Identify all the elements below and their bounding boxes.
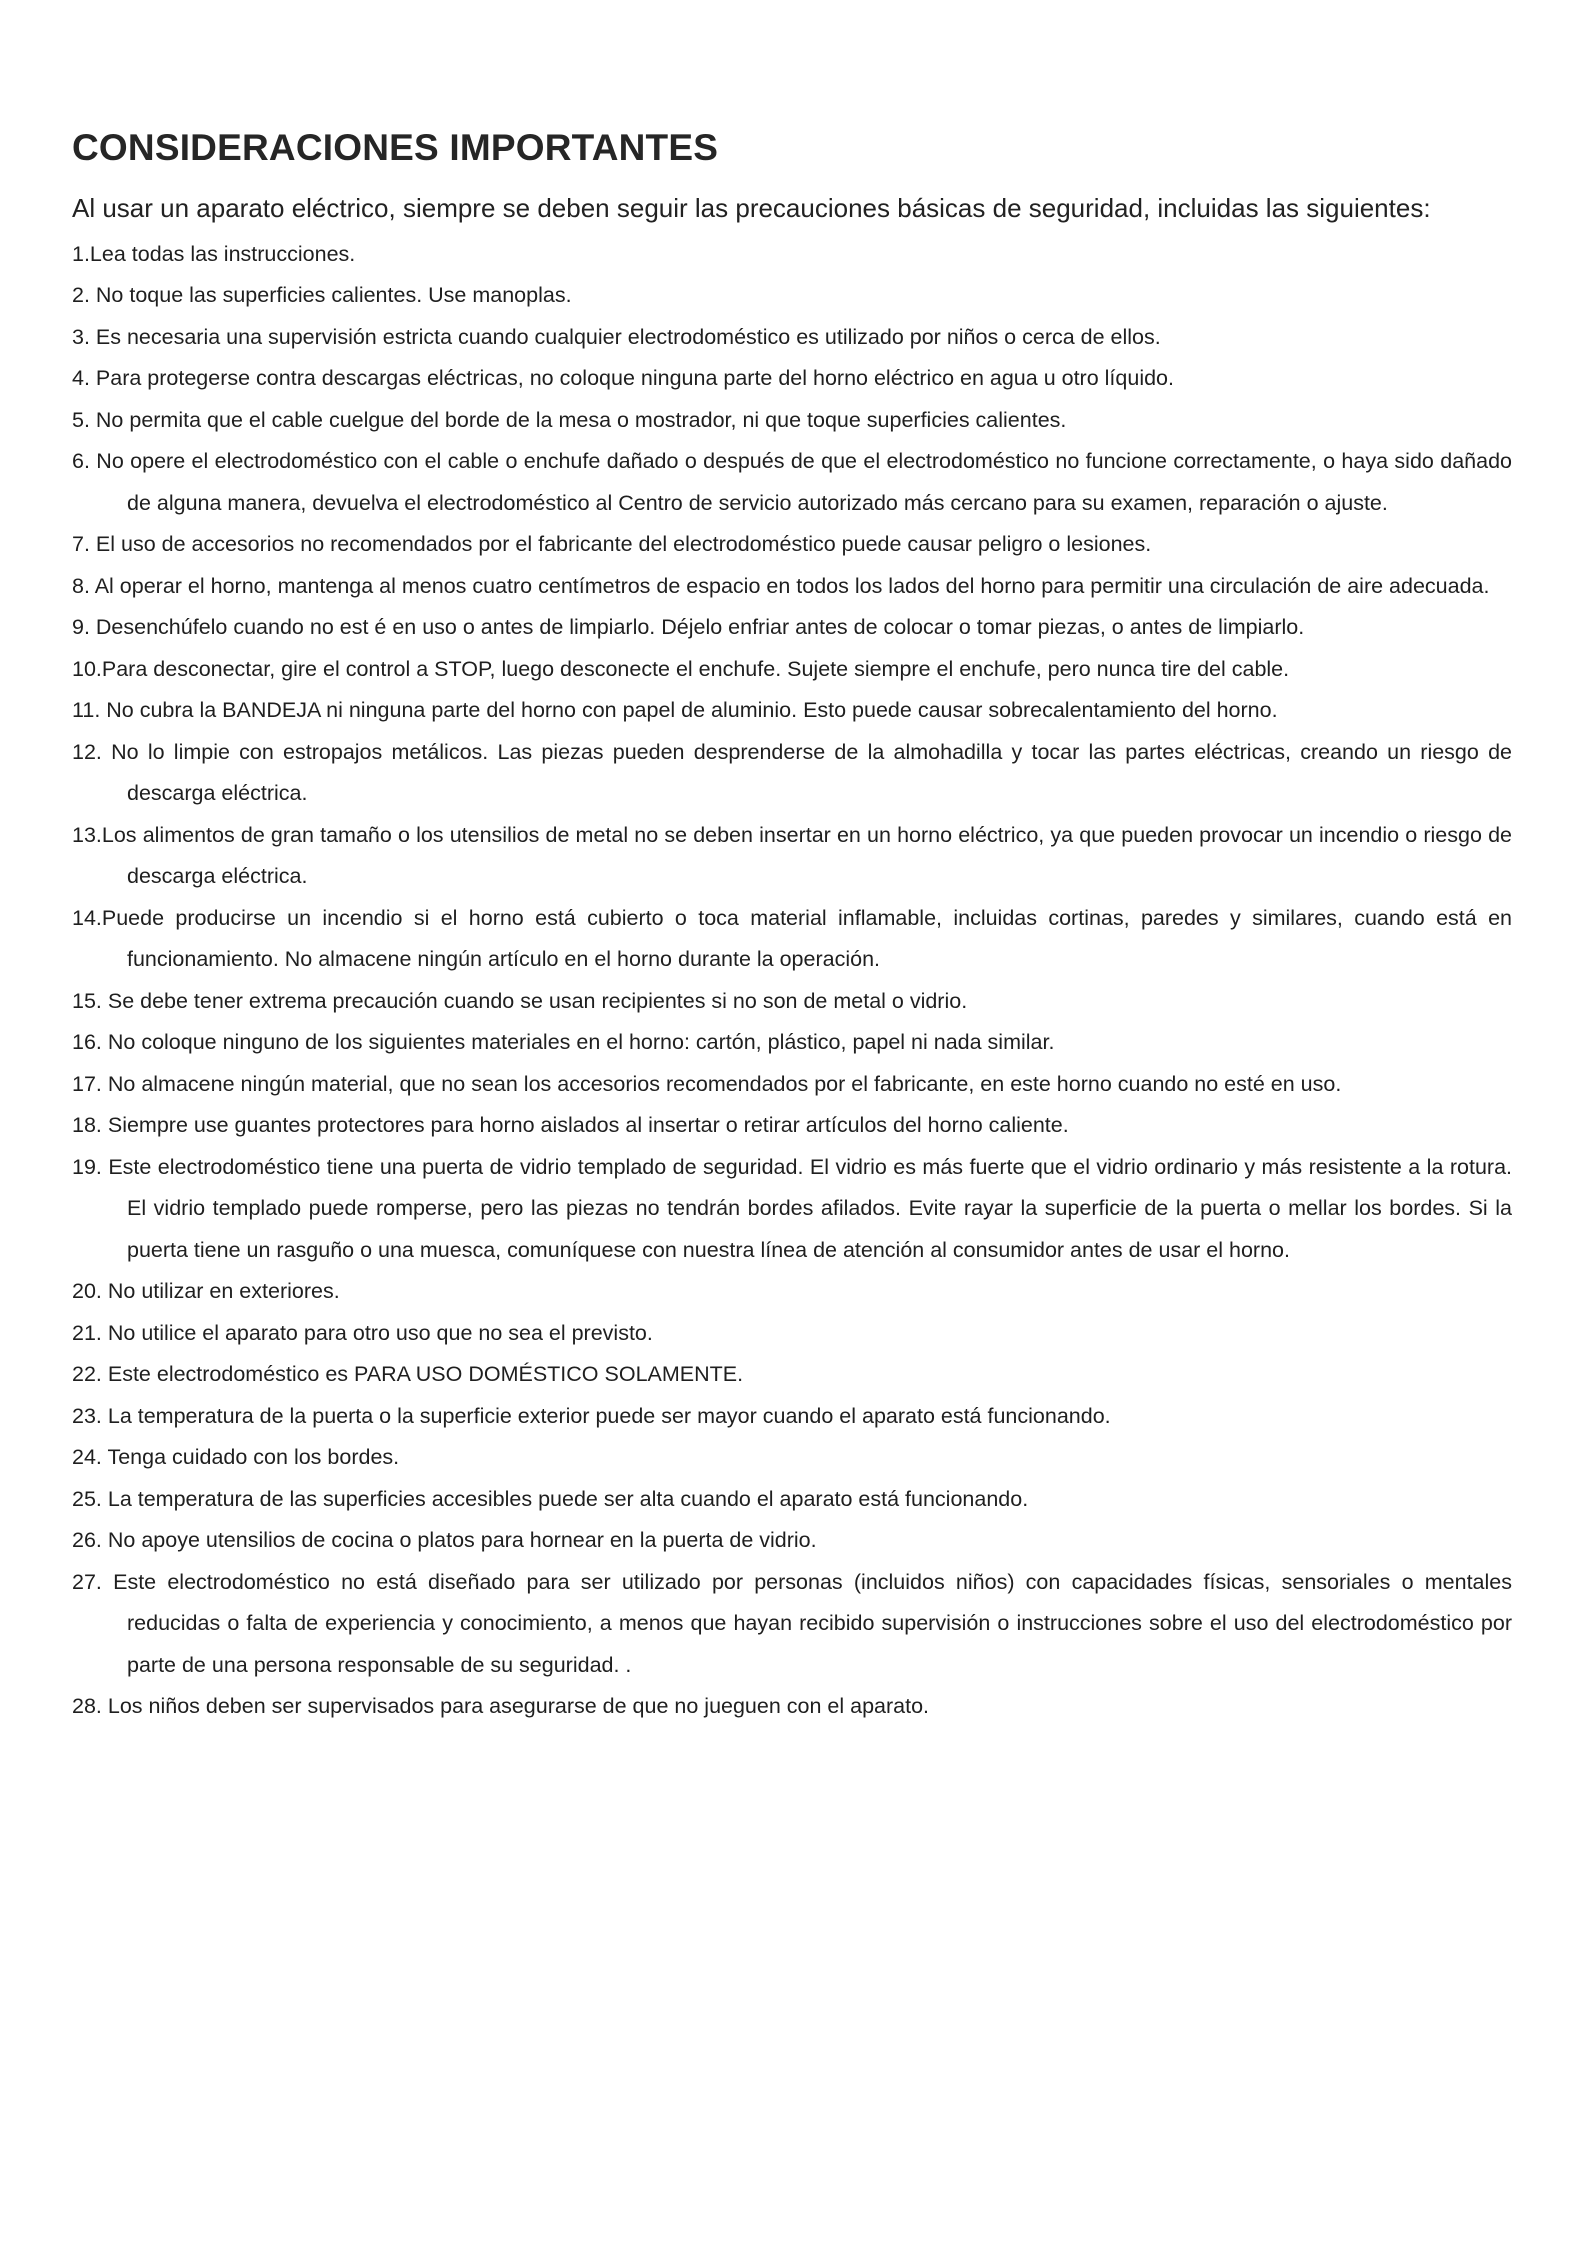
list-item: 12. No lo limpie con estropajos metálicos. Las piezas pueden desprenderse de la almohadilla y tocar las partes eléctricas, creando un riesgo de descarga eléctrica.: [72, 739, 1512, 806]
list-item: 5. No permita que el cable cuelgue del borde de la mesa o mostrador, ni que toque superficies calientes.: [72, 407, 1067, 432]
list-item: 17. No almacene ningún material, que no sean los accesorios recomendados por el fabricante, en este horno cuando no esté en uso.: [72, 1071, 1342, 1096]
safety-instructions-list: [72, 234, 1512, 1728]
intro-paragraph: Al usar un aparato eléctrico, siempre se deben seguir las precauciones básicas de seguridad, incluidas las siguientes:: [72, 192, 1431, 223]
list-item: 1.Lea todas las instrucciones.: [72, 241, 356, 266]
list-item: 2. No toque las superficies calientes. Use manoplas.: [72, 283, 572, 308]
document-page: [72, 128, 1512, 1728]
list-item: 9. Desenchúfelo cuando no est é en uso o antes de limpiarlo. Déjelo enfriar antes de colocar o tomar piezas, o antes de limpiarlo.: [72, 615, 1305, 640]
list-item: 23. La temperatura de la puerta o la superficie exterior puede ser mayor cuando el aparato está funcionando.: [72, 1403, 1111, 1428]
list-item: 18. Siempre use guantes protectores para horno aislados al insertar o retirar artículos del horno caliente.: [72, 1113, 1069, 1138]
list-item: 22. Este electrodoméstico es PARA USO DOMÉSTICO SOLAMENTE.: [72, 1362, 744, 1387]
list-item: 28. Los niños deben ser supervisados para asegurarse de que no jueguen con el aparato.: [72, 1694, 930, 1719]
list-item: 13.Los alimentos de gran tamaño o los utensilios de metal no se deben insertar en un horno eléctrico, ya que pueden provocar un incendio o riesgo de descarga eléctrica.: [72, 822, 1512, 889]
list-item: 19. Este electrodoméstico tiene una puerta de vidrio templado de seguridad. El vidrio es más fuerte que el vidrio ordinario y más resistente a la rotura. El vidrio templado puede romperse, pero las piezas no tendrán bordes afilados. Evite rayar la superficie de la puerta o mellar los bordes. Si la puerta tiene un rasguño o una muesca, comuníquese con nuestra línea de atención al consumidor antes de usar el horno.: [72, 1154, 1512, 1262]
list-item: 3. Es necesaria una supervisión estricta cuando cualquier electrodoméstico es utilizado por niños o cerca de ellos.: [72, 324, 1161, 349]
list-item: 7. El uso de accesorios no recomendados por el fabricante del electrodoméstico puede causar peligro o lesiones.: [72, 532, 1152, 557]
list-item: 8. Al operar el horno, mantenga al menos cuatro centímetros de espacio en todos los lados del horno para permitir una circulación de aire adecuada.: [72, 573, 1490, 598]
list-item: 25. La temperatura de las superficies accesibles puede ser alta cuando el aparato está funcionando.: [72, 1486, 1029, 1511]
list-item: 21. No utilice el aparato para otro uso que no sea el previsto.: [72, 1320, 653, 1345]
list-item: 16. No coloque ninguno de los siguientes materiales en el horno: cartón, plástico, papel ni nada similar.: [72, 1030, 1055, 1055]
list-item: 24. Tenga cuidado con los bordes.: [72, 1445, 400, 1470]
list-item: 6. No opere el electrodoméstico con el cable o enchufe dañado o después de que el electrodoméstico no funcione correctamente, o haya sido dañado de alguna manera, devuelva el electrodoméstico al Centro de servicio autorizado más cercano para su examen, reparación o ajuste.: [72, 449, 1512, 515]
list-item: 14.Puede producirse un incendio si el horno está cubierto o toca material inflamable, incluidas cortinas, paredes y similares, cuando está en funcionamiento. No almacene ningún artículo en el horno durante la operación.: [72, 905, 1512, 972]
list-item: 27. Este electrodoméstico no está diseñado para ser utilizado por personas (incluidos niños) con capacidades físicas, sensoriales o mentales reducidas o falta de experiencia y conocimiento, a menos que hayan recibido supervisión o instrucciones sobre el uso del electrodoméstico por parte de una persona responsable de su seguridad. .: [72, 1569, 1512, 1677]
list-item: 11. No cubra la BANDEJA ni ninguna parte del horno con papel de aluminio. Esto puede causar sobrecalentamiento del horno.: [72, 698, 1278, 723]
list-item: 20. No utilizar en exteriores.: [72, 1279, 340, 1304]
list-item: 10.Para desconectar, gire el control a STOP, luego desconecte el enchufe. Sujete siempre el enchufe, pero nunca tire del cable.: [72, 656, 1290, 681]
list-item: 26. No apoye utensilios de cocina o platos para hornear en la puerta de vidrio.: [72, 1528, 817, 1553]
list-item: 4. Para protegerse contra descargas eléctricas, no coloque ninguna parte del horno eléctrico en agua u otro líquido.: [72, 366, 1174, 391]
page-title: CONSIDERACIONES IMPORTANTES: [72, 127, 719, 168]
list-item: 15. Se debe tener extrema precaución cuando se usan recipientes si no son de metal o vidrio.: [72, 988, 968, 1013]
